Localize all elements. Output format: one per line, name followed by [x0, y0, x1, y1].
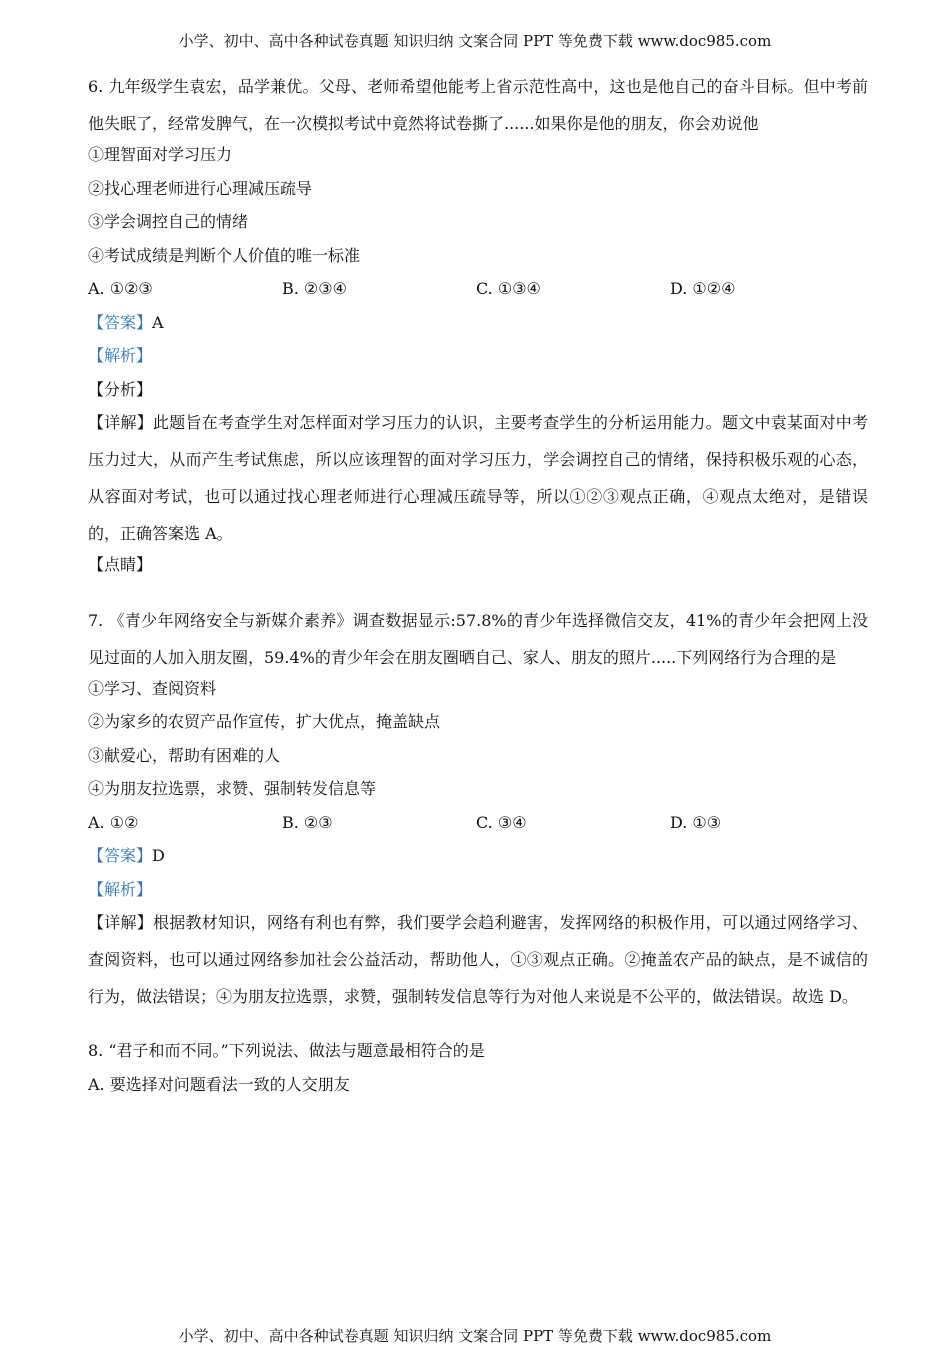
detail-tag: 【详解】 — [88, 413, 154, 432]
statement-item: ④考试成绩是判断个人价值的唯一标准 — [88, 245, 361, 265]
answer-line — [88, 313, 868, 333]
answer-value: A — [152, 312, 164, 332]
question-6 — [88, 68, 868, 575]
statement-item: ④为朋友拉选票，求赞、强制转发信息等 — [88, 779, 377, 798]
option-b: B. ②③④ — [282, 279, 347, 298]
statement-item: ①理智面对学习压力 — [88, 145, 233, 164]
question-stem: 8. “君子和而不同。”下列说法、做法与题意最相符合的是 — [88, 1041, 485, 1060]
answer-line — [88, 846, 868, 866]
question-stem: 7. 《青少年网络安全与新媒介素养》调查数据显示:57.8%的青少年选择微信交友，41%的青少年会把网上没见过面的人加入朋友圈，59.4%的青少年会在朋友圈晒自己、家人、朋友的照片.....下列网络行为合理的是 — [88, 610, 868, 667]
detail-paragraph — [88, 904, 868, 1015]
answer-options — [88, 279, 868, 299]
detail-text: 根据教材知识，网络有利也有弊，我们要学会趋利避害，发挥网络的积极作用，可以通过网络学习、查阅资料，也可以通过网络参加社会公益活动，帮助他人，①③观点正确。②掩盖农产品的缺点，是不诚信的行为，做法错误；④为朋友拉选票，求赞，强制转发信息等行为对他人来说是不公平的，做法错误。故选 D。 — [88, 913, 868, 1006]
answer-value: D — [152, 846, 165, 865]
detail-paragraph — [88, 404, 868, 552]
statement-item: ①学习、查阅资料 — [88, 678, 217, 698]
statement-item: ②找心理老师进行心理减压疏导 — [88, 178, 313, 198]
answer-tag: 【答案】 — [88, 312, 153, 332]
option-d: D. ①③ — [670, 812, 722, 832]
question-8 — [88, 1041, 868, 1095]
statement-item: ②为家乡的农贸产品作宣传，扩大优点，掩盖缺点 — [88, 712, 441, 731]
detail-text: 此题旨在考查学生对怎样面对学习压力的认识，主要考查学生的分析运用能力。题文中袁某面对中考压力过大，从而产生考试焦虑，所以应该理智的面对学习压力，学会调控自己的情绪，保持积极乐观的心态，从容面对考试，也可以通过找心理老师进行心理减压疏导等，所以①②③观点正确，④观点太绝对，是错误的，正确答案选 A。 — [88, 413, 868, 543]
dianjing-tag: 【点睛】 — [88, 555, 153, 574]
option-a: A. 要选择对问题看法一致的人交朋友 — [88, 1074, 350, 1094]
analysis-tag: 【解析】 — [88, 346, 153, 365]
page-footer: 小学、初中、高中各种试卷真题 知识归纳 文案合同 PPT 等免费下载 www.doc985.com — [178, 1327, 772, 1345]
option-a: A. ①②③ — [88, 279, 153, 298]
statement-item: ③学会调控自己的情绪 — [88, 212, 249, 231]
question-stem: 6. 九年级学生袁宏，品学兼优。父母、老师希望他能考上省示范性高中，这也是他自己的奋斗目标。但中考前他失眠了，经常发脾气，在一次模拟考试中竟然将试卷撕了......如果你是他的朋友，你会劝说他 — [88, 77, 868, 133]
page-header: 小学、初中、高中各种试卷真题 知识归纳 文案合同 PPT 等免费下载 www.doc985.com — [178, 32, 772, 50]
option-d: D. ①②④ — [670, 279, 736, 298]
answer-tag: 【答案】 — [88, 846, 153, 865]
question-7 — [88, 602, 868, 1016]
fenxi-tag: 【分析】 — [88, 379, 153, 399]
option-c: C. ③④ — [476, 812, 527, 832]
option-b: B. ②③ — [282, 812, 333, 832]
statement-item: ③献爱心，帮助有困难的人 — [88, 745, 281, 765]
answer-options — [88, 813, 868, 833]
analysis-tag: 【解析】 — [88, 879, 153, 899]
option-c: C. ①③④ — [476, 279, 541, 298]
option-a: A. ①② — [88, 812, 139, 832]
document-body — [88, 76, 868, 1108]
detail-tag: 【详解】 — [88, 913, 154, 932]
